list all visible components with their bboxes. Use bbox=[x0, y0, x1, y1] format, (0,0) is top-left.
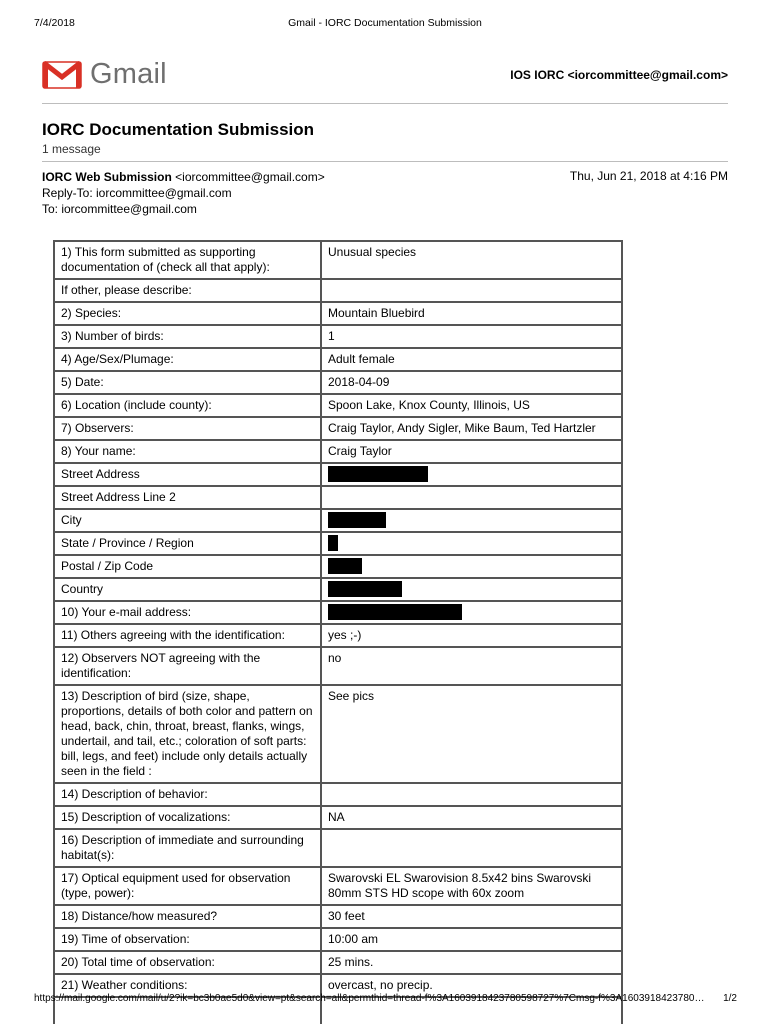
submission-form bbox=[53, 240, 623, 1024]
form-answer: no bbox=[321, 647, 622, 685]
form-question: 21) Weather conditions: bbox=[54, 974, 321, 997]
form-question: 14) Description of behavior: bbox=[54, 783, 321, 806]
form-answer bbox=[321, 829, 622, 867]
form-answer: overcast, no precip. bbox=[321, 974, 622, 997]
form-answer bbox=[321, 601, 622, 624]
form-question: 7) Observers: bbox=[54, 417, 321, 440]
form-answer: Adult female bbox=[321, 348, 622, 371]
form-question: 6) Location (include county): bbox=[54, 394, 321, 417]
form-answer: 10:00 am bbox=[321, 928, 622, 951]
form-answer: 30 feet bbox=[321, 905, 622, 928]
redaction-block bbox=[328, 512, 386, 528]
form-row bbox=[54, 905, 622, 928]
gmail-logo-text: Gmail bbox=[90, 58, 167, 90]
form-answer: 25 mins. bbox=[321, 951, 622, 974]
redaction-block bbox=[328, 581, 402, 597]
subject-divider bbox=[42, 161, 728, 162]
form-question: 17) Optical equipment used for observation (type, power): bbox=[54, 867, 321, 905]
form-answer: 1 bbox=[321, 325, 622, 348]
form-row bbox=[54, 624, 622, 647]
form-question: 12) Observers NOT agreeing with the identification: bbox=[54, 647, 321, 685]
form-row bbox=[54, 532, 622, 555]
gmail-logo bbox=[42, 58, 167, 91]
form-answer: Craig Taylor bbox=[321, 440, 622, 463]
message-meta bbox=[42, 169, 325, 217]
form-question: 1) This form submitted as supporting documentation of (check all that apply): bbox=[54, 241, 321, 279]
form-row bbox=[54, 829, 622, 867]
form-row bbox=[54, 951, 622, 974]
form-answer bbox=[321, 486, 622, 509]
form-question: Country bbox=[54, 578, 321, 601]
form-question: Postal / Zip Code bbox=[54, 555, 321, 578]
form-row bbox=[54, 555, 622, 578]
form-question: City bbox=[54, 509, 321, 532]
account-email: IOS IORC <iorcommittee@gmail.com> bbox=[510, 68, 728, 82]
form-question: State / Province / Region bbox=[54, 532, 321, 555]
email-subject: IORC Documentation Submission bbox=[42, 120, 315, 139]
redaction-block bbox=[328, 535, 338, 551]
form-row bbox=[54, 486, 622, 509]
form-question: 2) Species: bbox=[54, 302, 321, 325]
form-question: 8) Your name: bbox=[54, 440, 321, 463]
form-row bbox=[54, 509, 622, 532]
form-answer: Spoon Lake, Knox County, Illinois, US bbox=[321, 394, 622, 417]
print-date: 7/4/2018 bbox=[34, 17, 75, 29]
form-row bbox=[54, 463, 622, 486]
form-question: 10) Your e-mail address: bbox=[54, 601, 321, 624]
reply-to: Reply-To: iorcommittee@gmail.com bbox=[42, 186, 232, 200]
form-question: 19) Time of observation: bbox=[54, 928, 321, 951]
recipient: To: iorcommittee@gmail.com bbox=[42, 202, 197, 216]
form-row bbox=[54, 394, 622, 417]
form-row bbox=[54, 647, 622, 685]
form-row bbox=[54, 685, 622, 783]
sender-name: IORC Web Submission bbox=[42, 170, 172, 184]
redaction-block bbox=[328, 604, 462, 620]
form-question: 11) Others agreeing with the identification: bbox=[54, 624, 321, 647]
form-row bbox=[54, 325, 622, 348]
message-timestamp: Thu, Jun 21, 2018 at 4:16 PM bbox=[569, 169, 728, 183]
gmail-envelope-icon bbox=[42, 60, 82, 90]
form-answer: Unusual species bbox=[321, 241, 622, 279]
redaction-block bbox=[328, 466, 428, 482]
form-question: 15) Description of vocalizations: bbox=[54, 806, 321, 829]
form-question: Street Address Line 2 bbox=[54, 486, 321, 509]
form-row bbox=[54, 867, 622, 905]
form-row bbox=[54, 440, 622, 463]
form-row bbox=[54, 241, 622, 279]
form-row bbox=[54, 578, 622, 601]
form-answer bbox=[321, 463, 622, 486]
form-answer: Mountain Bluebird bbox=[321, 302, 622, 325]
form-answer: Swarovski EL Swarovision 8.5x42 bins Swarovski 80mm STS HD scope with 60x zoom bbox=[321, 867, 622, 905]
form-question: If other, please describe: bbox=[54, 279, 321, 302]
redaction-block bbox=[328, 558, 362, 574]
form-answer: yes ;-) bbox=[321, 624, 622, 647]
header-divider bbox=[42, 103, 728, 104]
print-url: https://mail.google.com/mail/u/2?ik=bc3b0ae5d0&view=pt&search=all&permthid=thread-f%3A1603918423780598727%7Cmsg-f%3A1603918423780… bbox=[34, 993, 705, 1004]
form-row bbox=[54, 928, 622, 951]
form-row bbox=[54, 806, 622, 829]
form-answer: Craig Taylor, Andy Sigler, Mike Baum, Ted Hartzler bbox=[321, 417, 622, 440]
form-row bbox=[54, 279, 622, 302]
form-question: 20) Total time of observation: bbox=[54, 951, 321, 974]
sender bbox=[42, 169, 325, 185]
form-question: 5) Date: bbox=[54, 371, 321, 394]
form-row bbox=[54, 371, 622, 394]
form-answer bbox=[321, 783, 622, 806]
message-count: 1 message bbox=[42, 142, 101, 156]
form-question: 16) Description of immediate and surrounding habitat(s): bbox=[54, 829, 321, 867]
form-table bbox=[53, 240, 623, 1024]
form-answer bbox=[321, 279, 622, 302]
form-question: 4) Age/Sex/Plumage: bbox=[54, 348, 321, 371]
form-row bbox=[54, 783, 622, 806]
form-answer bbox=[321, 578, 622, 601]
form-answer: See pics bbox=[321, 685, 622, 783]
form-row bbox=[54, 348, 622, 371]
form-answer: 2018-04-09 bbox=[321, 371, 622, 394]
form-answer bbox=[321, 555, 622, 578]
sender-email: <iorcommittee@gmail.com> bbox=[175, 170, 325, 184]
form-row bbox=[54, 302, 622, 325]
page-number: 1/2 bbox=[723, 993, 737, 1004]
form-question: Street Address bbox=[54, 463, 321, 486]
form-row bbox=[54, 417, 622, 440]
form-question: 13) Description of bird (size, shape, proportions, details of both color and pattern on head, back, chin, throat, breast, flanks, wings, undertail, and tail, etc.; coloration of soft parts: bill, legs, and feet) include only details actually seen in the field : bbox=[54, 685, 321, 783]
form-question: 18) Distance/how measured? bbox=[54, 905, 321, 928]
form-question: 3) Number of birds: bbox=[54, 325, 321, 348]
form-answer: NA bbox=[321, 806, 622, 829]
form-row bbox=[54, 601, 622, 624]
print-title: Gmail - IORC Documentation Submission bbox=[288, 17, 482, 29]
form-answer bbox=[321, 509, 622, 532]
form-answer bbox=[321, 532, 622, 555]
